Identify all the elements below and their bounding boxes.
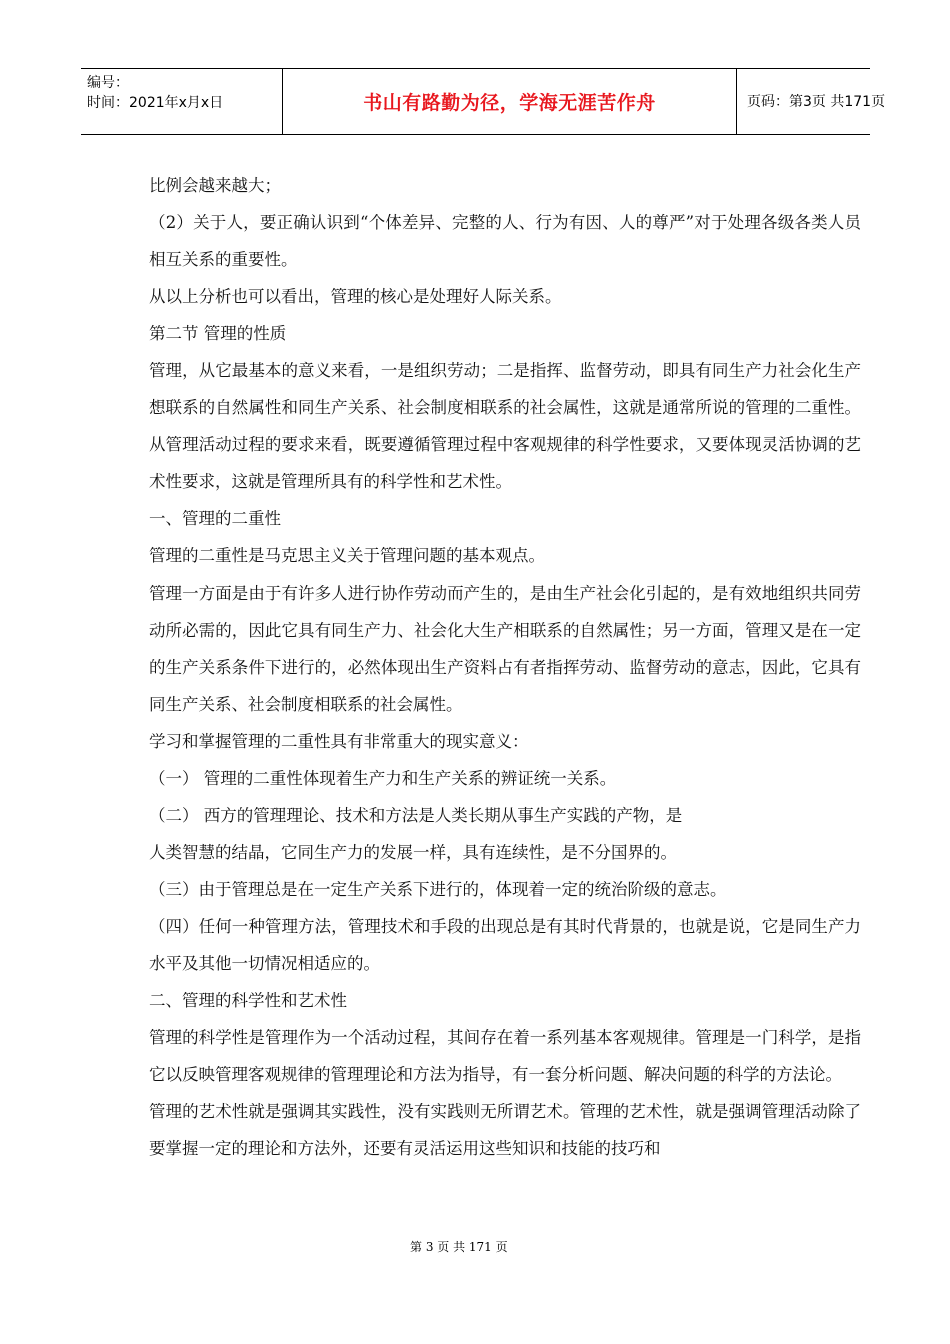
document-body: [149, 167, 861, 1167]
paragraph: 学习和掌握管理的二重性具有非常重大的现实意义：: [149, 731, 529, 751]
page-header: [81, 68, 886, 135]
paragraph: 管理的二重性是马克思主义关于管理问题的基本观点。: [149, 546, 545, 566]
paragraph: 管理，从它最基本的意义来看，一是组织劳动；二是指挥、监督劳动，即具有同生产力社会化生产想联系的自然属性和同生产关系、社会制度相联系的社会属性，这就是通常所说的管理的二重性。从管理活动过程的要求来看，既要遵循管理过程中客观规律的科学性要求，又要体现灵活协调的艺术性要求，这就是管理所具有的科学性和艺术性。: [149, 361, 861, 492]
paragraph: 管理的艺术性就是强调其实践性，没有实践则无所谓艺术。管理的艺术性，就是强调管理活动除了要掌握一定的理论和方法外，还要有灵活运用这些知识和技能的技巧和: [149, 1102, 861, 1159]
footer-page-number: 第 3 页 共 171 页: [410, 1240, 508, 1254]
list-item: （三）由于管理总是在一定生产关系下进行的，体现着一定的统治阶级的意志。: [149, 879, 727, 899]
list-item: （四）任何一种管理方法，管理技术和手段的出现总是有其时代背景的，也就是说，它是同生产力水平及其他一切情况相适应的。: [149, 916, 861, 973]
header-page-code: 页码：第3页 共171页: [747, 93, 886, 110]
subsection-heading: 一、管理的二重性: [149, 509, 281, 529]
paragraph: 人类智慧的结晶，它同生产力的发展一样，具有连续性，是不分国界的。: [149, 842, 677, 862]
header-page-cell: [737, 69, 886, 134]
paragraph: 从以上分析也可以看出，管理的核心是处理好人际关系。: [149, 287, 562, 307]
document-time-label: 时间：2021年x月x日: [87, 95, 224, 111]
paragraph: 管理一方面是由于有许多人进行协作劳动而产生的，是由生产社会化引起的，是有效地组织共同劳动所必需的，因此它具有同生产力、社会化大生产相联系的自然属性；另一方面，管理又是在一定的生产关系条件下进行的，必然体现出生产资料占有者指挥劳动、监督劳动的意志，因此，它具有同生产关系、社会制度相联系的社会属性。: [149, 583, 861, 714]
paragraph: 比例会越来越大；: [149, 176, 281, 195]
list-item: （二） 西方的管理理论、技术和方法是人类长期从事生产实践的产物，是: [149, 805, 683, 825]
header-meta-cell: [81, 69, 282, 134]
document-number-label: 编号：: [87, 75, 129, 91]
paragraph: （2）关于人，要正确认识到“个体差异、完整的人、行为有因、人的尊严”对于处理各级各类人员相互关系的重要性。: [149, 213, 861, 270]
header-motto: 书山有路勤为径，学海无涯苦作舟: [363, 92, 656, 114]
paragraph: 管理的科学性是管理作为一个活动过程，其间存在着一系列基本客观规律。管理是一门科学，是指它以反映管理客观规律的管理理论和方法为指导，有一套分析问题、解决问题的科学的方法论。: [149, 1028, 861, 1085]
page-footer: [0, 1238, 950, 1255]
subsection-heading: 二、管理的科学性和艺术性: [149, 991, 347, 1011]
section-heading: 第二节 管理的性质: [149, 324, 287, 344]
list-item: （一） 管理的二重性体现着生产力和生产关系的辨证统一关系。: [149, 768, 617, 788]
header-motto-cell: [282, 69, 737, 134]
